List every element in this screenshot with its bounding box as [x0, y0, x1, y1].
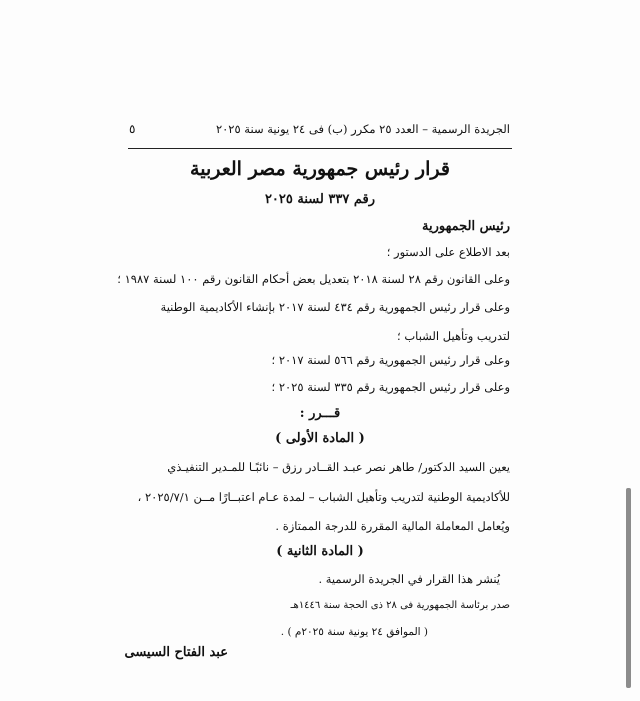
article-1-line: يعين السيد الدكتور/ طاهر نصر عبـد القــادر رزق – نائبًـا للمـدير التنفيـذي: [167, 460, 510, 474]
decree-title: قرار رئيس جمهورية مصر العربية: [190, 158, 450, 180]
signatory-name: عبد الفتاح السيسى: [124, 645, 228, 660]
header-divider: [128, 148, 512, 149]
article-2-line: يُنشر هذا القرار في الجريدة الرسمية .: [318, 572, 500, 586]
article-1-heading: ( المادة الأولى ): [275, 431, 365, 446]
issuer-heading: رئيس الجمهورية: [422, 219, 510, 234]
article-1-line: ويُعامل المعاملة المالية المقررة للدرجة الممتازة .: [275, 519, 510, 533]
article-1-line: للأكاديمية الوطنية لتدريب وتأهيل الشباب – لمدة عـام اعتبــارًا مــن ٢٠٢٥/٧/١ ،: [137, 490, 510, 504]
scrollbar[interactable]: [626, 488, 631, 688]
preamble-line: وعلى قرار رئيس الجمهورية رقم ٥٦٦ لسنة ٢٠١٧ ؛: [271, 353, 510, 367]
issued-date: صدر برئاسة الجمهورية فى ٢٨ ذى الحجة سنة ١٤٤٦هـ: [290, 600, 510, 611]
gazette-header: الجريدة الرسمية – العدد ٢٥ مكرر (ب) فى ٢٤ يونية سنة ٢٠٢٥: [215, 122, 510, 136]
preamble-line: بعد الاطلاع على الدستور ؛: [386, 245, 510, 259]
gregorian-date: ( الموافق ٢٤ يونية سنة ٢٠٢٥م ) .: [280, 626, 428, 638]
decree-number: رقم ٣٣٧ لسنة ٢٠٢٥: [264, 192, 376, 207]
preamble-line: وعلى قرار رئيس الجمهورية رقم ٤٣٤ لسنة ٢٠١٧ بإنشاء الأكاديمية الوطنية: [160, 300, 510, 314]
page-number: ٥: [129, 122, 136, 136]
decreed-heading: قـــرر :: [299, 406, 341, 421]
article-2-heading: ( المادة الثانية ): [276, 544, 364, 559]
preamble-line: لتدريب وتأهيل الشباب ؛: [397, 329, 510, 343]
preamble-line: وعلى القانون رقم ٢٨ لسنة ٢٠١٨ بتعديل بعض أحكام القانون رقم ١٠٠ لسنة ١٩٨٧ ؛: [117, 272, 510, 286]
preamble-line: وعلى قرار رئيس الجمهورية رقم ٣٣٥ لسنة ٢٠٢٥ ؛: [271, 380, 510, 394]
